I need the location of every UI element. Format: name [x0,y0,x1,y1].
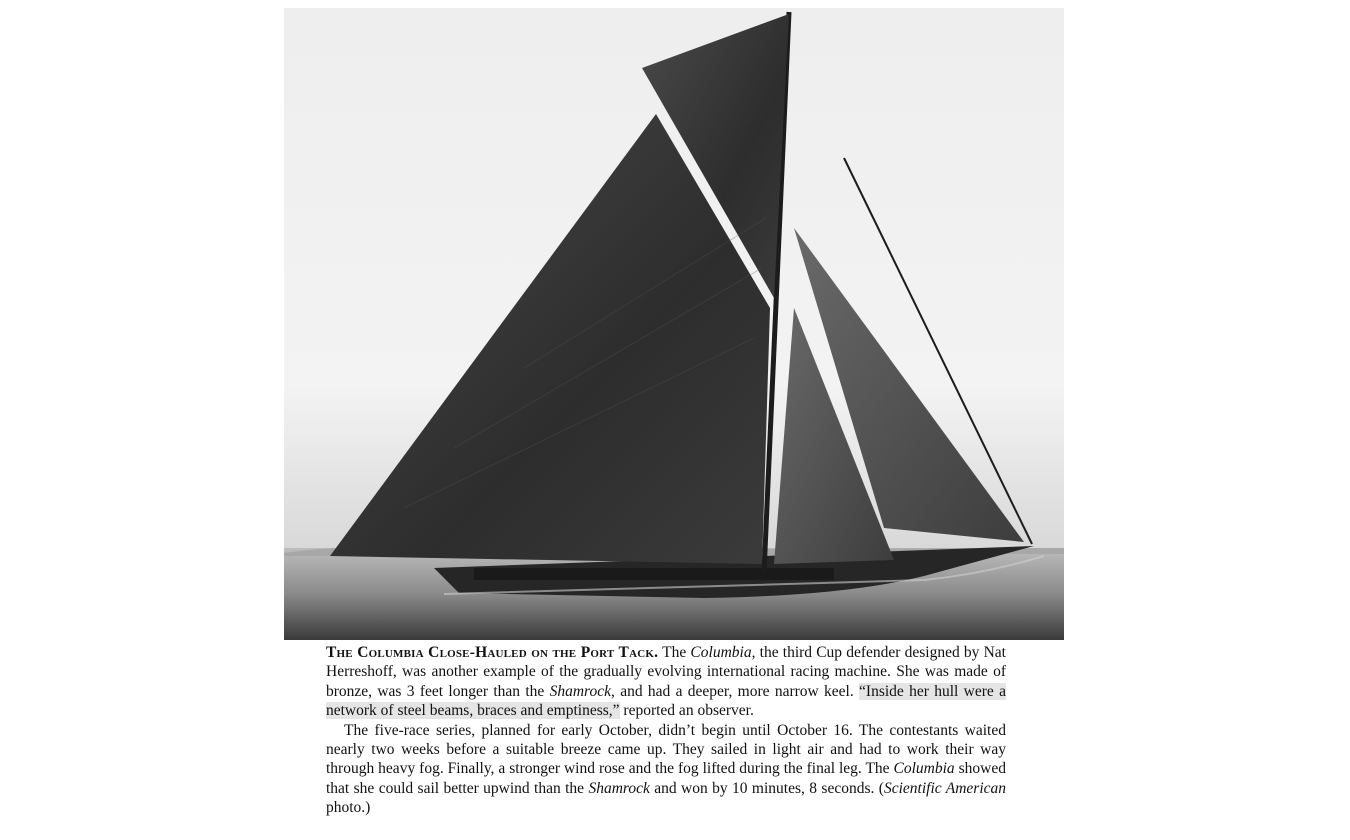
caption-text: The five-race series, planned for early October, didn’t begin until October 16. The contestants waited nearly two weeks before a suitable breeze came up. They sailed in light air and had to work their way through heavy fog. Finally, a stronger wind rose and the fog lifted during the final leg. The [326,721,1006,778]
deck-crew [474,568,834,580]
caption-quote-highlight: “Inside her hull were a network of steel beams, braces and emptiness,” [326,682,1006,720]
caption-italic: Columbia [690,644,752,661]
caption-paragraph-2 [326,721,1006,818]
photo-caption [326,643,1006,818]
caption-text: reported an observer. [619,702,754,720]
caption-italic: Columbia [893,760,955,778]
caption-italic: Scientific American [883,779,1007,797]
caption-text: The [658,644,691,661]
yacht-photo [284,8,1064,640]
caption-text: photo.) [326,799,371,817]
caption-italic: Shamrock [588,779,650,797]
caption-title: The Columbia Close-Hauled on the Port Tack. [326,644,659,661]
mainsail [330,114,770,564]
caption-text: , and had a deeper, more narrow keel. [611,682,860,700]
caption-italic: Shamrock [549,682,611,700]
caption-text: showed that she could sail better upwind than the [326,760,1007,797]
caption-text: and won by 10 minutes, 8 seconds. ( [649,779,884,797]
caption-text: , the third Cup defender designed by Nat Herreshoff, was another example of the gradually evolving international racing machine. She was made of bronze, was 3 feet longer than the [326,644,1006,700]
caption-paragraph-1 [326,643,1006,721]
